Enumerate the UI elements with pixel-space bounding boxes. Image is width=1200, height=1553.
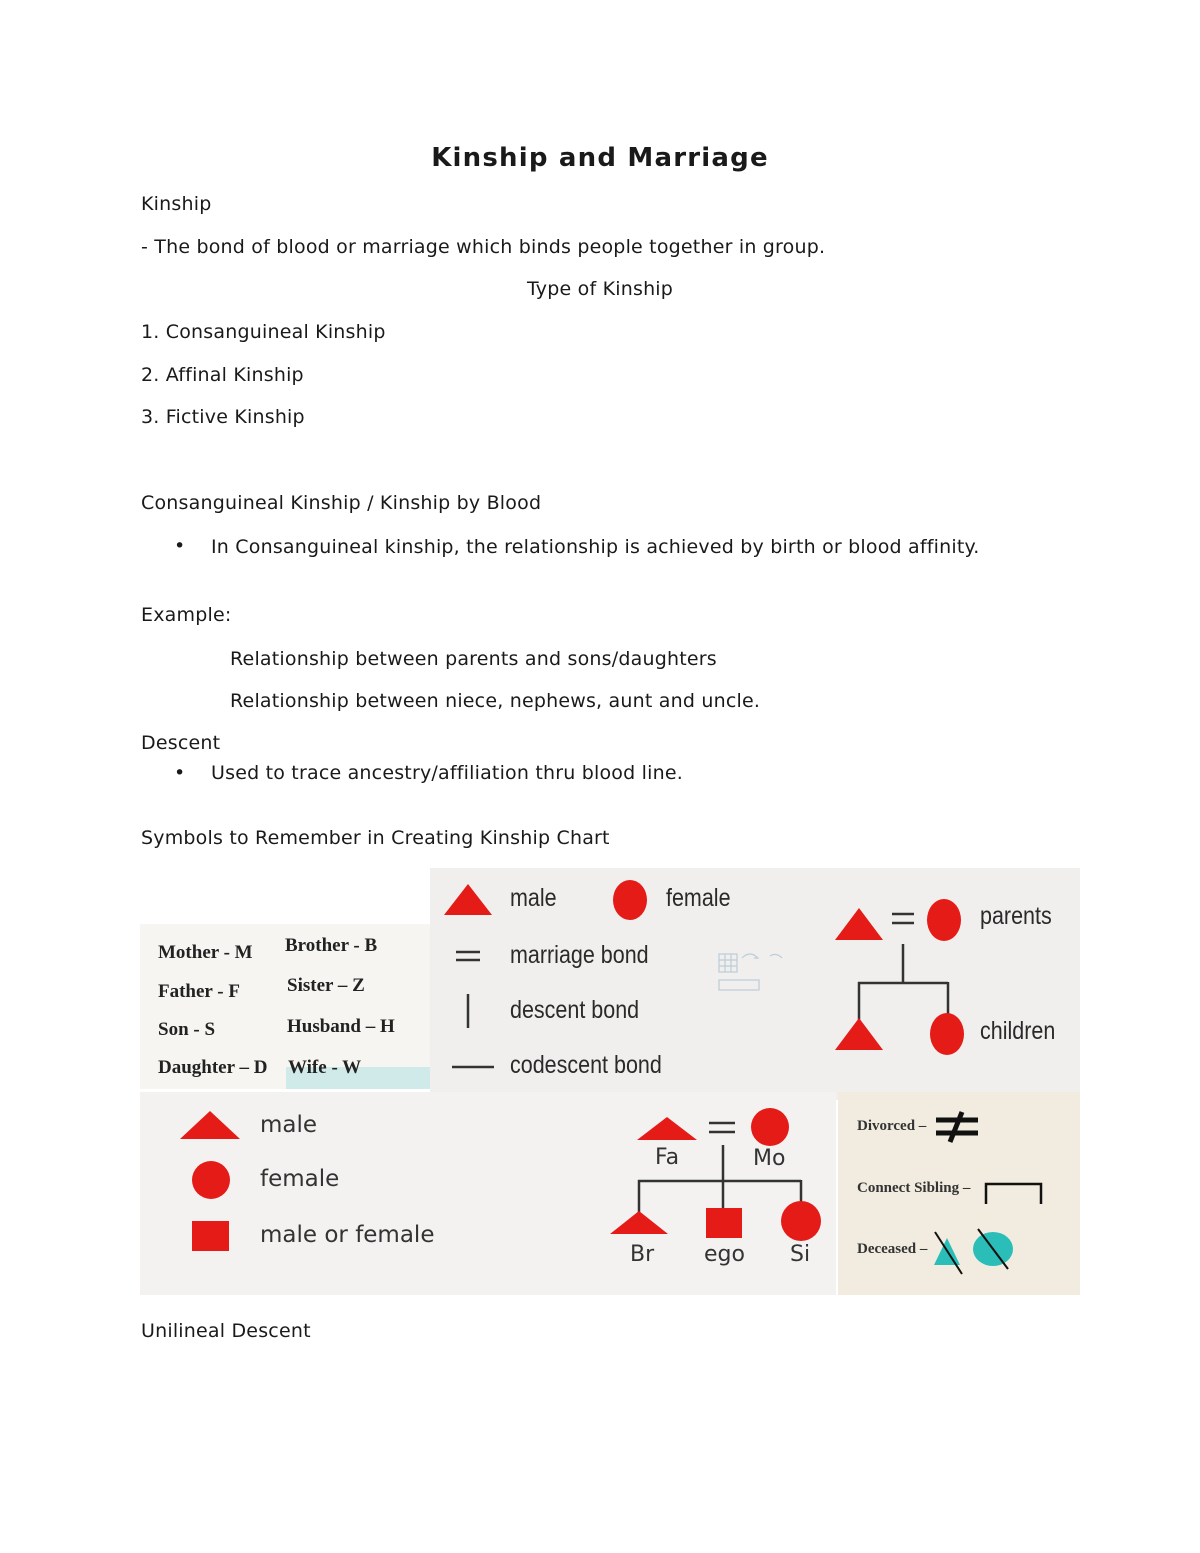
example-label: Example: <box>141 604 232 626</box>
child-male-icon <box>835 1018 883 1050</box>
tree-father-icon <box>637 1117 697 1140</box>
divorced-icon <box>936 1112 978 1142</box>
page-title: Kinship and Marriage <box>431 143 769 173</box>
kinship-definition: - The bond of blood or marriage which binds people together in group. <box>141 236 826 258</box>
legend-descent-label: descent bond <box>510 996 640 1024</box>
deceased-icon <box>934 1229 1013 1274</box>
tree-br-label: Br <box>630 1242 655 1267</box>
shape-female-icon <box>192 1161 230 1199</box>
descent-heading: Descent <box>141 732 221 754</box>
legend-codescent-label: codescent bond <box>510 1051 662 1079</box>
legend-marriage-label: marriage bond <box>510 941 649 969</box>
legend-male-label: male <box>510 884 557 912</box>
type-item-2: 2. Affinal Kinship <box>141 364 304 386</box>
abbr-husband: Husband – H <box>287 1016 395 1037</box>
unilineal-heading: Unilineal Descent <box>141 1320 311 1342</box>
connect-sibling-icon <box>986 1184 1041 1204</box>
type-item-1: 1. Consanguineal Kinship <box>141 321 386 343</box>
types-heading: Type of Kinship <box>526 278 674 300</box>
abbreviations-panel <box>140 924 430 1089</box>
deceased-label: Deceased – <box>857 1241 928 1257</box>
legend-parents-label: parents <box>980 902 1052 930</box>
abbr-brother: Brother - B <box>285 935 378 956</box>
tree-fa-label: Fa <box>655 1145 680 1170</box>
abbr-sister: Sister – Z <box>287 975 365 996</box>
legend-children-label: children <box>980 1017 1056 1045</box>
tree-mo-label: Mo <box>753 1146 786 1171</box>
type-item-3: 3. Fictive Kinship <box>141 406 305 428</box>
parent-male-icon <box>835 908 883 940</box>
shape-female-label: female <box>260 1166 340 1192</box>
tree-brother-icon <box>610 1211 668 1234</box>
example-2: Relationship between niece, nephews, aunt and uncle. <box>230 690 761 712</box>
example-1: Relationship between parents and sons/daughters <box>230 648 717 670</box>
abbr-mother: Mother - M <box>158 942 253 963</box>
legend-panel <box>430 868 1080 1100</box>
descent-bullet: Used to trace ancestry/affiliation thru blood line. <box>211 762 683 784</box>
notation-graphics <box>838 1092 1080 1295</box>
abbr-daughter: Daughter – D <box>158 1057 268 1078</box>
tree-si-label: Si <box>790 1242 811 1267</box>
divorced-label: Divorced – <box>857 1118 927 1134</box>
tree-sister-icon <box>781 1201 821 1241</box>
consanguineal-heading: Consanguineal Kinship / Kinship by Blood <box>141 492 542 514</box>
bullet-icon: • <box>174 535 186 557</box>
male-triangle-icon <box>444 884 492 915</box>
tree-mother-icon <box>751 1108 789 1146</box>
tree-ego-label: ego <box>704 1242 745 1267</box>
abbr-son: Son - S <box>158 1019 216 1040</box>
legend-female-label: female <box>666 884 731 912</box>
female-circle-icon <box>613 880 647 920</box>
consanguineal-bullet: In Consanguineal kinship, the relationship is achieved by birth or blood affinity. <box>211 536 980 558</box>
parent-female-icon <box>927 899 961 941</box>
shape-male-icon <box>180 1111 240 1139</box>
tree-ego-icon <box>706 1208 742 1238</box>
shapes-panel <box>140 1092 836 1295</box>
bullet-icon: • <box>174 762 186 784</box>
watermark-icon <box>719 954 782 990</box>
abbr-father: Father - F <box>158 981 240 1002</box>
shape-either-label: male or female <box>260 1222 435 1248</box>
abbr-wife: Wife - W <box>288 1057 362 1078</box>
shape-male-label: male <box>260 1112 318 1138</box>
kinship-heading: Kinship <box>141 193 212 215</box>
notation-panel <box>838 1092 1080 1295</box>
symbols-heading: Symbols to Remember in Creating Kinship Chart <box>141 827 610 849</box>
child-female-icon <box>930 1013 964 1055</box>
sibling-label: Connect Sibling – <box>857 1180 971 1196</box>
shape-either-icon <box>192 1221 229 1251</box>
